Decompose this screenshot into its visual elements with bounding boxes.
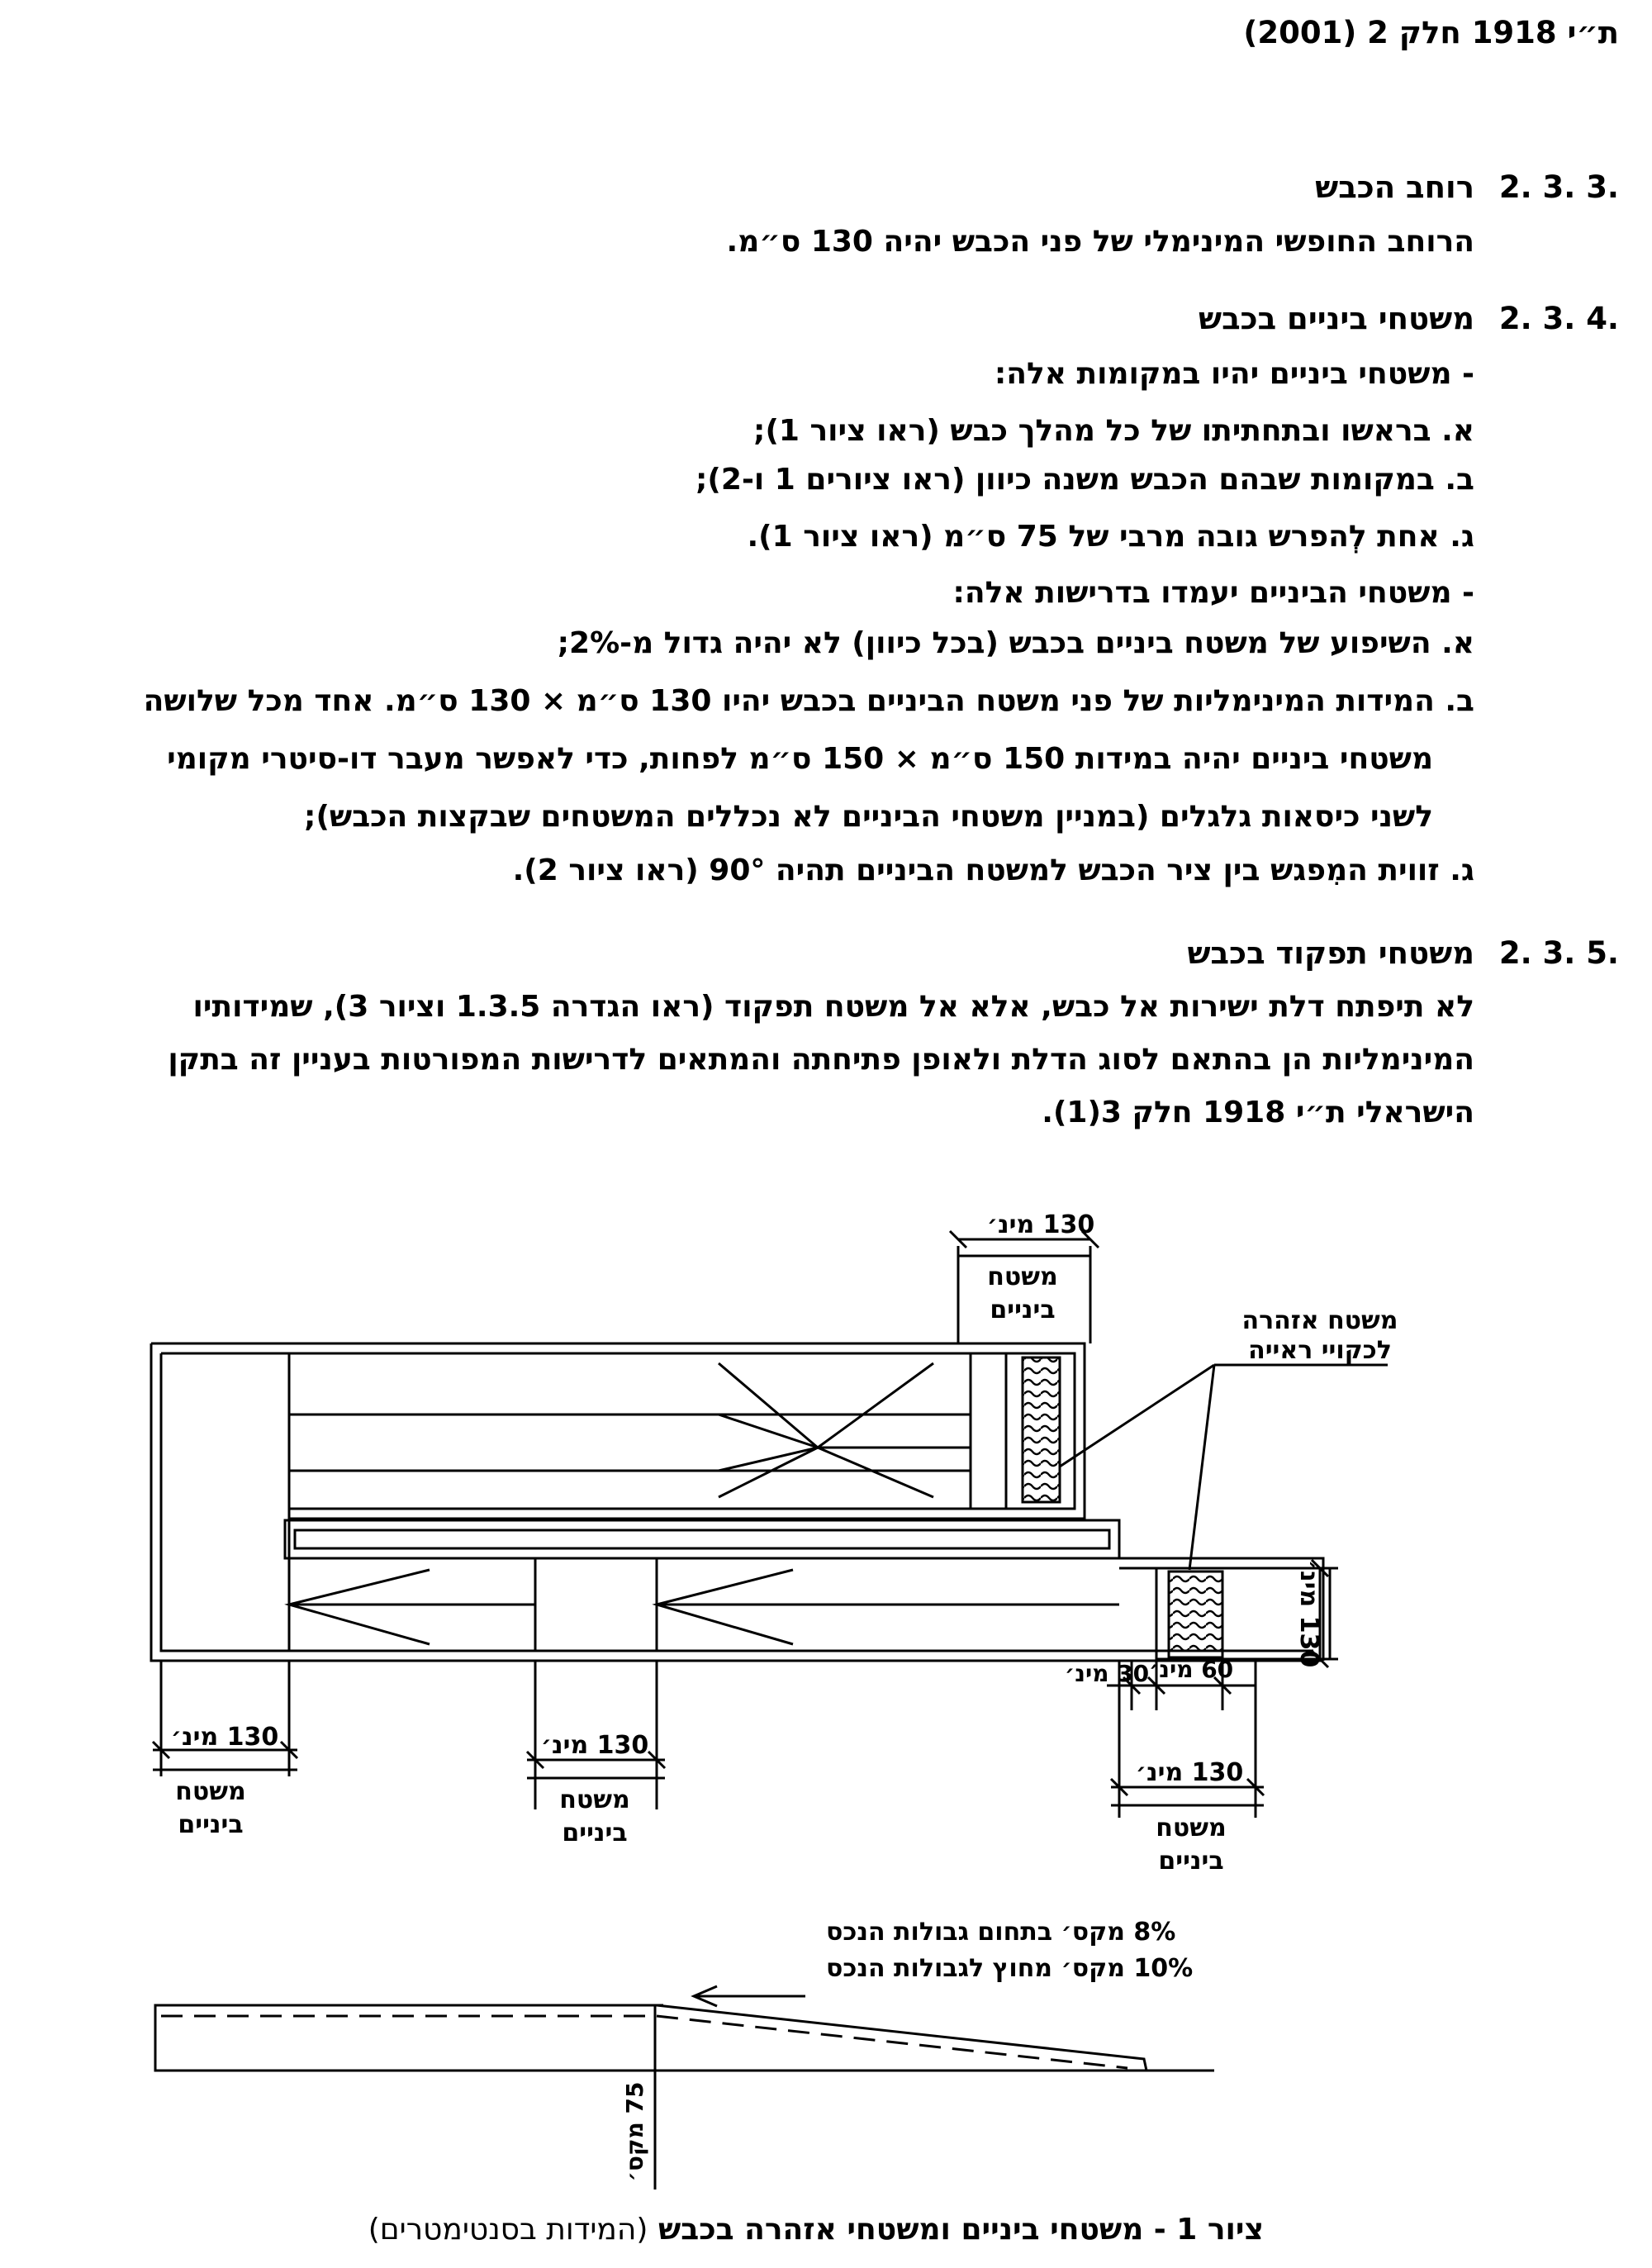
item-b-requirements-line2: משטחי ביניים יהיה במידות 150 ס״מ × 150 ס״מ לפחות, כדי לאפשר מעבר דו-סיטרי מקומי <box>167 742 1433 776</box>
section-title-ramp-width: רוחב הכבש <box>1315 169 1474 205</box>
item-b-requirements-line1: ב. המידות המינימליות של פני משטח הביניים בכבש יהיו 130 ס״מ × 130 ס״מ. אחד מכל שלושה <box>143 684 1474 718</box>
item-a-locations: א. בראשו ובתחתיתו של כל מהלך כבש (ראו ציור 1); <box>753 414 1474 448</box>
dim-bottom-middle-130: 130 מינ׳ <box>540 1731 649 1760</box>
functional-text-line3: הישראלי ת״י 1918 חלק 3(1). <box>1042 1096 1474 1129</box>
landing-bl-label-1: משטח <box>175 1777 246 1806</box>
section-title-functional-surfaces: משטחי תפקוד בכבש <box>1187 935 1474 971</box>
landing-br-label-1: משטח <box>1156 1814 1227 1842</box>
figure-caption-title: ציור 1 - משטחי ביניים ומשטחי אזהרה בכבש <box>658 2213 1264 2247</box>
figure-caption <box>368 2213 1264 2247</box>
bullet-locations: - משטחי ביניים יהיו במקומות אלה: <box>994 357 1474 391</box>
dim-right-130: 130 מינ׳ <box>1294 1559 1323 1668</box>
ramp-plan-drawing <box>151 1231 1388 1818</box>
slope-label-2: 10% מקס׳ מחוץ לגבולות הנכס <box>826 1954 1194 1983</box>
dim-bottom-right-130: 130 מינ׳ <box>1135 1758 1244 1787</box>
dim-30: 30 מינ׳ <box>1064 1660 1150 1687</box>
dim-60: 60 מינ׳ <box>1148 1656 1234 1683</box>
section-number-2-3-3: 2. 3. 3. <box>1498 169 1619 205</box>
item-b-requirements-line3: לשני כיסאות גלגלים (במניין משטחי הביניים לא נכללים המשטחים שבקצות הכבש); <box>304 800 1433 834</box>
section-number-2-3-4: 2. 3. 4. <box>1498 301 1619 336</box>
warning-label-1: משטח אזהרה <box>1241 1306 1398 1335</box>
section-text-ramp-width: הרוחב החופשי המינימלי של פני הכבש יהיה 130 ס״מ. <box>726 225 1474 259</box>
warning-label-2: לכקויי ראייה <box>1248 1336 1392 1365</box>
page-header-standard: ת״י 1918 חלק 2 (2001) <box>1243 15 1619 50</box>
section-number-2-3-5: 2. 3. 5. <box>1498 935 1619 971</box>
functional-text-line2: המינימליות הן בהתאם לסוג הדלת ולאופן פתיחתה והמתאים לדרישות המפורטות בעניין זה בתקן <box>168 1043 1474 1077</box>
item-a-requirements: א. השיפוע של משטח ביניים בכבש (בכל כיוון) לא יהיה גדול מ-2%; <box>557 626 1474 660</box>
landing-bl-label-2: ביניים <box>178 1810 244 1839</box>
figure-caption-units: (המידות בסנטימטרים) <box>368 2213 648 2247</box>
landing-br-label-2: ביניים <box>1158 1847 1224 1876</box>
item-c-locations: ג. אחת לְהפרש גובה מרבי של 75 ס״מ (ראו ציור 1). <box>747 520 1474 554</box>
dim-75: 75 מקס׳ <box>621 2081 648 2182</box>
landing-top-label-1: משטח <box>987 1262 1058 1291</box>
item-c-requirements: ג. זווית המִפגש בין ציר הכבש למשטח הביניים תהיה 90° (ראו ציור 2). <box>512 853 1474 887</box>
ramp-section-drawing <box>155 1986 1214 2190</box>
section-title-intermediate-landings: משטחי ביניים בכבש <box>1199 301 1474 336</box>
slope-label-1: 8% מקס׳ בתחום גבולות הנכס <box>826 1918 1176 1947</box>
landing-bm-label-2: ביניים <box>562 1819 628 1847</box>
bullet-requirements: - משטחי הביניים יעמדו בדרישות אלה: <box>952 576 1474 610</box>
functional-text-line1: לא תיפתח דלת ישירות אל כבש, אלא אל משטח תפקוד (ראו הגדרה 1.3.5 וציור 3), שמידותיו <box>192 990 1474 1024</box>
item-b-locations: ב. במקומות שבהם הכבש משנה כיוון (ראו ציורים 1 ו-2); <box>695 463 1474 497</box>
landing-bm-label-1: משטח <box>559 1785 630 1814</box>
landing-top-label-2: ביניים <box>990 1296 1056 1324</box>
dim-bottom-left-130: 130 מינ׳ <box>170 1723 279 1752</box>
dim-top-130: 130 מינ׳ <box>986 1210 1095 1239</box>
